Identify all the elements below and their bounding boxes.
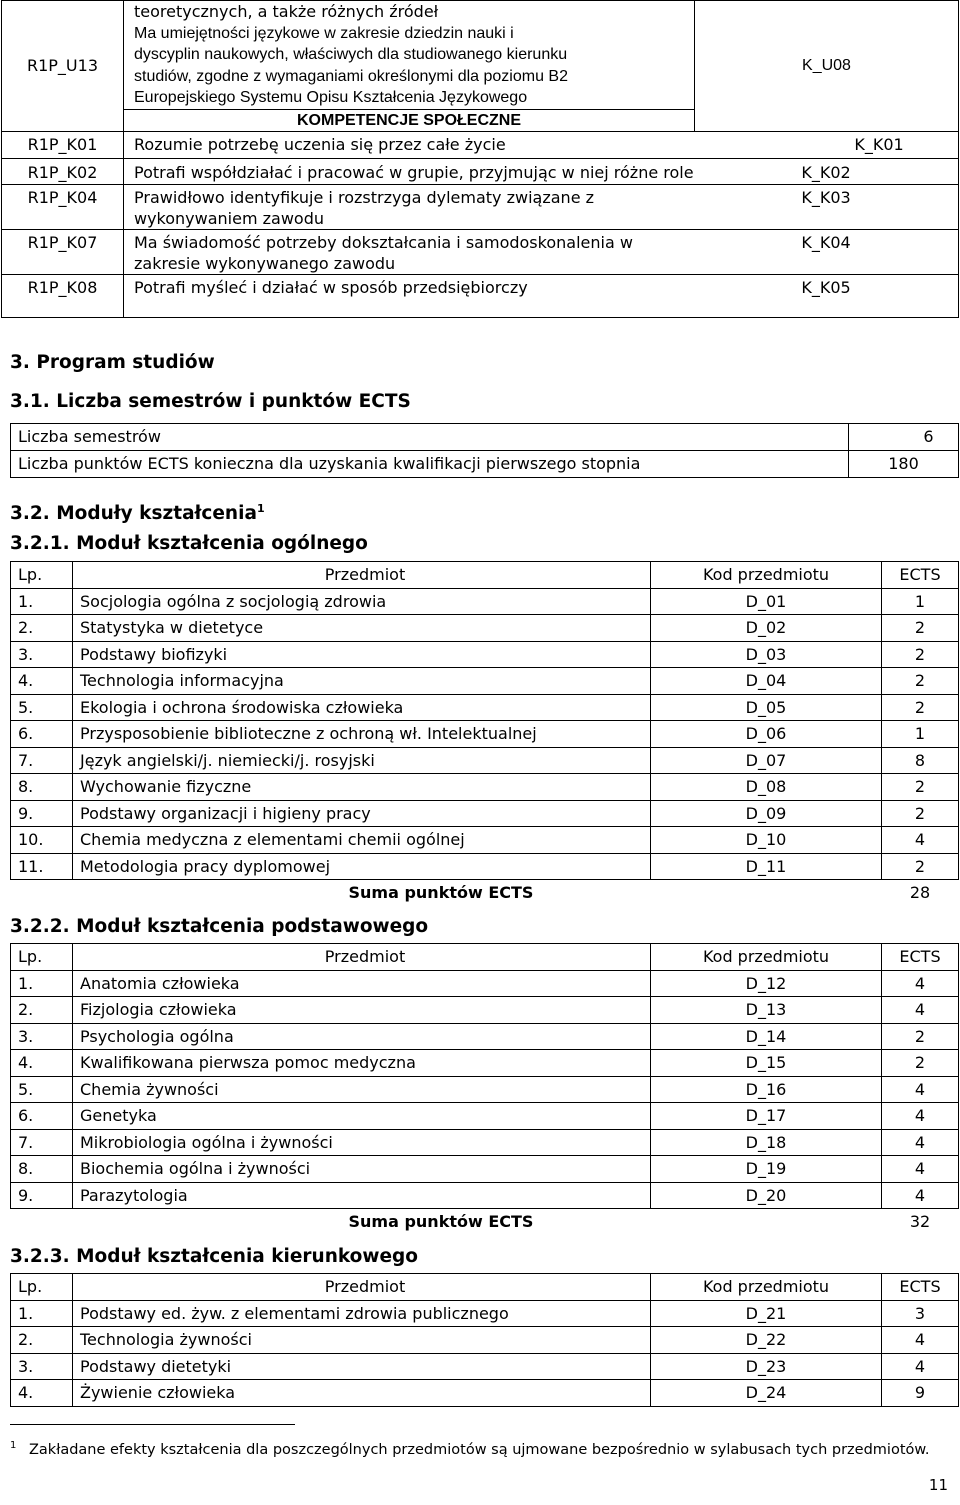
header-code: Kod przedmiotu bbox=[651, 562, 882, 589]
row-ects: 4 bbox=[882, 1327, 959, 1354]
row-subject: Technologia informacyjna bbox=[73, 668, 651, 695]
row-subject: Wychowanie fizyczne bbox=[73, 774, 651, 801]
module-heading: 3.2.2. Moduł kształcenia podstawowego bbox=[10, 916, 429, 937]
row-code: D_22 bbox=[651, 1327, 882, 1354]
row-lp: 8. bbox=[11, 774, 73, 801]
row-subject: Podstawy ed. żyw. z elementami zdrowia publicznego bbox=[73, 1300, 651, 1327]
row-subject: Podstawy dietetyki bbox=[73, 1353, 651, 1380]
module-table-basic bbox=[10, 943, 959, 1235]
outcome-code: R1P_K04 bbox=[2, 184, 124, 229]
table-row bbox=[11, 1300, 959, 1327]
row-code: D_06 bbox=[651, 721, 882, 748]
section-heading: KOMPETENCJE SPOŁECZNE bbox=[124, 109, 695, 132]
table-row bbox=[11, 1050, 959, 1077]
row-subject: Genetyka bbox=[73, 1103, 651, 1130]
row-code: D_24 bbox=[651, 1380, 882, 1407]
footnote-text: Zakładane efekty kształcenia dla poszczególnych przedmiotów są ujmowane bezpośrednio w sylabusach tych przedmiotów. bbox=[28, 1441, 930, 1458]
outcome-row-k07 bbox=[2, 229, 959, 274]
table-row bbox=[11, 970, 959, 997]
row-lp: 4. bbox=[11, 1050, 73, 1077]
row-lp: 2. bbox=[11, 1327, 73, 1354]
row-lp: 5. bbox=[11, 1076, 73, 1103]
table-row bbox=[11, 641, 959, 668]
outcome-text: Rozumie potrzebę uczenia się przez całe życie bbox=[134, 135, 506, 154]
row-code: D_16 bbox=[651, 1076, 882, 1103]
row-ects: 2 bbox=[882, 853, 959, 880]
sum-row bbox=[11, 1209, 959, 1235]
table-header-row bbox=[11, 1274, 959, 1301]
table-row bbox=[11, 774, 959, 801]
row-ects: 4 bbox=[882, 1182, 959, 1209]
row-code: D_13 bbox=[651, 997, 882, 1024]
outcome-row-k01 bbox=[2, 132, 959, 159]
row-lp: 1. bbox=[11, 970, 73, 997]
header-subject: Przedmiot bbox=[73, 1274, 651, 1301]
outcome-kcode: K_U08 bbox=[695, 1, 959, 132]
row-subject: Statystyka w dietetyce bbox=[73, 615, 651, 642]
row-code: D_11 bbox=[651, 853, 882, 880]
sum-value: 32 bbox=[909, 1212, 931, 1232]
modules-heading bbox=[10, 502, 265, 524]
row-lp: 8. bbox=[11, 1156, 73, 1183]
row-subject: Podstawy organizacji i higieny pracy bbox=[73, 800, 651, 827]
module-heading: 3.2.3. Moduł kształcenia kierunkowego bbox=[10, 1246, 418, 1267]
table-row bbox=[11, 1129, 959, 1156]
row-subject: Kwalifikowana pierwsza pomoc medyczna bbox=[73, 1050, 651, 1077]
row-ects: 1 bbox=[882, 721, 959, 748]
table-row bbox=[11, 694, 959, 721]
outcome-text-line: Ma umiejętności językowe w zakresie dziedzin nauki i bbox=[134, 24, 514, 42]
table-header-row bbox=[11, 562, 959, 589]
row-ects: 3 bbox=[882, 1300, 959, 1327]
row-code: D_20 bbox=[651, 1182, 882, 1209]
footnote-mark: 1 bbox=[10, 1440, 17, 1451]
row-ects: 1 bbox=[882, 588, 959, 615]
outcome-code: R1P_K02 bbox=[2, 159, 124, 185]
header-lp: Lp. bbox=[11, 562, 73, 589]
outcome-description bbox=[124, 159, 959, 185]
ects-total-label: Liczba punktów ECTS konieczna dla uzyskania kwalifikacji pierwszego stopnia bbox=[11, 451, 849, 478]
row-ects: 4 bbox=[882, 970, 959, 997]
row-subject: Przysposobienie biblioteczne z ochroną wł. Intelektualnej bbox=[73, 721, 651, 748]
row-code: D_03 bbox=[651, 641, 882, 668]
sum-label-cell bbox=[73, 1209, 882, 1235]
row-ects: 2 bbox=[882, 694, 959, 721]
row-subject: Fizjologia człowieka bbox=[73, 997, 651, 1024]
module-table-major bbox=[10, 1273, 959, 1407]
row-subject: Żywienie człowieka bbox=[73, 1380, 651, 1407]
row-code: D_17 bbox=[651, 1103, 882, 1130]
outcome-text-line: teoretycznych, a także różnych źródeł bbox=[134, 2, 439, 21]
row-code: D_19 bbox=[651, 1156, 882, 1183]
row-ects: 2 bbox=[882, 668, 959, 695]
row-code: D_14 bbox=[651, 1023, 882, 1050]
row-subject: Biochemia ogólna i żywności bbox=[73, 1156, 651, 1183]
table-row bbox=[11, 1380, 959, 1407]
header-ects: ECTS bbox=[882, 944, 959, 971]
outcome-text: Ma świadomość potrzeby dokształcania i samodoskonalenia w zakresie wykonywanego zawodu bbox=[134, 232, 633, 273]
row-code: D_04 bbox=[651, 668, 882, 695]
header-code: Kod przedmiotu bbox=[651, 944, 882, 971]
outcome-text: Prawidłowo identyfikuje i rozstrzyga dylematy związane z wykonywaniem zawodu bbox=[134, 187, 595, 228]
table-row bbox=[11, 853, 959, 880]
row-ects: 4 bbox=[882, 827, 959, 854]
row-subject: Parazytologia bbox=[73, 1182, 651, 1209]
table-row bbox=[11, 1023, 959, 1050]
row-lp: 5. bbox=[11, 694, 73, 721]
table-row bbox=[11, 827, 959, 854]
row-lp: 10. bbox=[11, 827, 73, 854]
semesters-value: 6 bbox=[849, 424, 959, 451]
table-row bbox=[11, 747, 959, 774]
outcome-text-line: dyscyplin naukowych, właściwych dla studiowanego kierunku bbox=[134, 46, 568, 63]
table-row bbox=[11, 1076, 959, 1103]
row-subject: Psychologia ogólna bbox=[73, 1023, 651, 1050]
ects-total-value: 180 bbox=[849, 451, 959, 478]
row-subject: Anatomia człowieka bbox=[73, 970, 651, 997]
header-subject: Przedmiot bbox=[73, 562, 651, 589]
table-header-row bbox=[11, 944, 959, 971]
table-row bbox=[11, 1327, 959, 1354]
semesters-heading: 3.1. Liczba semestrów i punktów ECTS bbox=[10, 391, 411, 412]
row-ects: 4 bbox=[882, 1156, 959, 1183]
outcome-text: Potrafi myśleć i działać w sposób przedsiębiorczy bbox=[134, 277, 528, 297]
table-row bbox=[11, 1103, 959, 1130]
sum-row bbox=[11, 880, 959, 906]
outcome-row-u13 bbox=[2, 1, 959, 110]
header-lp: Lp. bbox=[11, 1274, 73, 1301]
program-heading: 3. Program studiów bbox=[10, 352, 215, 373]
sum-value: 28 bbox=[909, 883, 931, 903]
sum-label: Suma punktów ECTS bbox=[348, 1212, 534, 1232]
table-row bbox=[11, 615, 959, 642]
row-ects: 2 bbox=[882, 774, 959, 801]
row-code: D_12 bbox=[651, 970, 882, 997]
row-lp: 1. bbox=[11, 588, 73, 615]
row-ects: 2 bbox=[882, 1050, 959, 1077]
outcome-kcode: K_K02 bbox=[801, 163, 851, 182]
outcome-row-k02 bbox=[2, 159, 959, 185]
sum-label: Suma punktów ECTS bbox=[348, 883, 534, 903]
row-ects: 4 bbox=[882, 1103, 959, 1130]
header-code: Kod przedmiotu bbox=[651, 1274, 882, 1301]
row-code: D_23 bbox=[651, 1353, 882, 1380]
row-subject: Metodologia pracy dyplomowej bbox=[73, 853, 651, 880]
header-ects: ECTS bbox=[882, 562, 959, 589]
row-lp: 1. bbox=[11, 1300, 73, 1327]
modules-heading-text: 3.2. Moduły kształcenia bbox=[10, 503, 257, 525]
header-lp: Lp. bbox=[11, 944, 73, 971]
table-row bbox=[11, 800, 959, 827]
page-number: 11 bbox=[928, 1476, 948, 1494]
row-code: D_02 bbox=[651, 615, 882, 642]
semesters-ects-table bbox=[10, 423, 959, 478]
semesters-label: Liczba semestrów bbox=[11, 424, 849, 451]
outcome-text: Potrafi współdziałać i pracować w grupie, przyjmując w niej różne role bbox=[134, 163, 694, 182]
row-lp: 3. bbox=[11, 641, 73, 668]
table-row bbox=[11, 1182, 959, 1209]
outcome-code: R1P_K01 bbox=[2, 132, 124, 159]
outcome-kcode: K_K05 bbox=[801, 277, 851, 297]
outcome-kcode: K_K04 bbox=[801, 232, 851, 252]
row-ects: 8 bbox=[882, 747, 959, 774]
outcome-kcode: K_K03 bbox=[801, 187, 851, 207]
table-row bbox=[11, 1156, 959, 1183]
row-lp: 9. bbox=[11, 800, 73, 827]
row-code: D_10 bbox=[651, 827, 882, 854]
header-subject: Przedmiot bbox=[73, 944, 651, 971]
row-ects: 9 bbox=[882, 1380, 959, 1407]
outcome-code: R1P_U13 bbox=[2, 1, 124, 132]
row-lp: 7. bbox=[11, 747, 73, 774]
row-lp: 11. bbox=[11, 853, 73, 880]
table-row bbox=[11, 997, 959, 1024]
table-row bbox=[11, 588, 959, 615]
outcome-description bbox=[124, 229, 959, 274]
row-subject: Technologia żywności bbox=[73, 1327, 651, 1354]
row-subject: Socjologia ogólna z socjologią zdrowia bbox=[73, 588, 651, 615]
outcome-description bbox=[124, 274, 959, 317]
outcome-text-line: Europejskiego Systemu Opisu Kształcenia Językowego bbox=[134, 89, 528, 106]
module-heading: 3.2.1. Moduł kształcenia ogólnego bbox=[10, 533, 368, 554]
row-ects: 4 bbox=[882, 1353, 959, 1380]
row-ects: 2 bbox=[882, 1023, 959, 1050]
row-ects: 4 bbox=[882, 1129, 959, 1156]
table-row bbox=[11, 721, 959, 748]
row-lp: 7. bbox=[11, 1129, 73, 1156]
row-code: D_21 bbox=[651, 1300, 882, 1327]
outcome-row-k08 bbox=[2, 274, 959, 317]
outcome-kcode: K_K01 bbox=[854, 135, 904, 154]
row-code: D_15 bbox=[651, 1050, 882, 1077]
row-subject: Chemia medyczna z elementami chemii ogólnej bbox=[73, 827, 651, 854]
row-lp: 2. bbox=[11, 997, 73, 1024]
outcome-code: R1P_K08 bbox=[2, 274, 124, 317]
row-subject: Mikrobiologia ogólna i żywności bbox=[73, 1129, 651, 1156]
row-ects: 2 bbox=[882, 641, 959, 668]
row-lp: 9. bbox=[11, 1182, 73, 1209]
semesters-row bbox=[11, 424, 959, 451]
row-code: D_09 bbox=[651, 800, 882, 827]
row-subject: Ekologia i ochrona środowiska człowieka bbox=[73, 694, 651, 721]
outcome-code: R1P_K07 bbox=[2, 229, 124, 274]
row-lp: 2. bbox=[11, 615, 73, 642]
module-table-general bbox=[10, 561, 959, 906]
table-row bbox=[11, 668, 959, 695]
row-lp: 4. bbox=[11, 668, 73, 695]
row-subject: Podstawy biofizyki bbox=[73, 641, 651, 668]
footnote bbox=[10, 1435, 952, 1461]
row-ects: 2 bbox=[882, 800, 959, 827]
row-lp: 6. bbox=[11, 721, 73, 748]
outcome-text-line: studiów, zgodne z wymaganiami określonymi dla poziomu B2 bbox=[134, 67, 568, 85]
learning-outcomes-table bbox=[1, 0, 959, 318]
header-ects: ECTS bbox=[882, 1274, 959, 1301]
row-ects: 4 bbox=[882, 997, 959, 1024]
row-code: D_08 bbox=[651, 774, 882, 801]
row-lp: 6. bbox=[11, 1103, 73, 1130]
row-ects: 2 bbox=[882, 615, 959, 642]
table-row bbox=[11, 1353, 959, 1380]
outcome-description bbox=[124, 132, 959, 159]
outcome-description bbox=[124, 1, 695, 110]
row-lp: 4. bbox=[11, 1380, 73, 1407]
footnote-separator bbox=[10, 1424, 295, 1425]
row-lp: 3. bbox=[11, 1023, 73, 1050]
ects-total-row bbox=[11, 451, 959, 478]
row-subject: Język angielski/j. niemiecki/j. rosyjski bbox=[73, 747, 651, 774]
outcome-row-k04 bbox=[2, 184, 959, 229]
row-code: D_05 bbox=[651, 694, 882, 721]
outcome-description bbox=[124, 184, 959, 229]
row-ects: 4 bbox=[882, 1076, 959, 1103]
row-code: D_01 bbox=[651, 588, 882, 615]
sum-label-cell bbox=[73, 880, 882, 906]
footnote-ref: 1 bbox=[256, 502, 265, 515]
row-lp: 3. bbox=[11, 1353, 73, 1380]
row-code: D_07 bbox=[651, 747, 882, 774]
row-code: D_18 bbox=[651, 1129, 882, 1156]
row-subject: Chemia żywności bbox=[73, 1076, 651, 1103]
